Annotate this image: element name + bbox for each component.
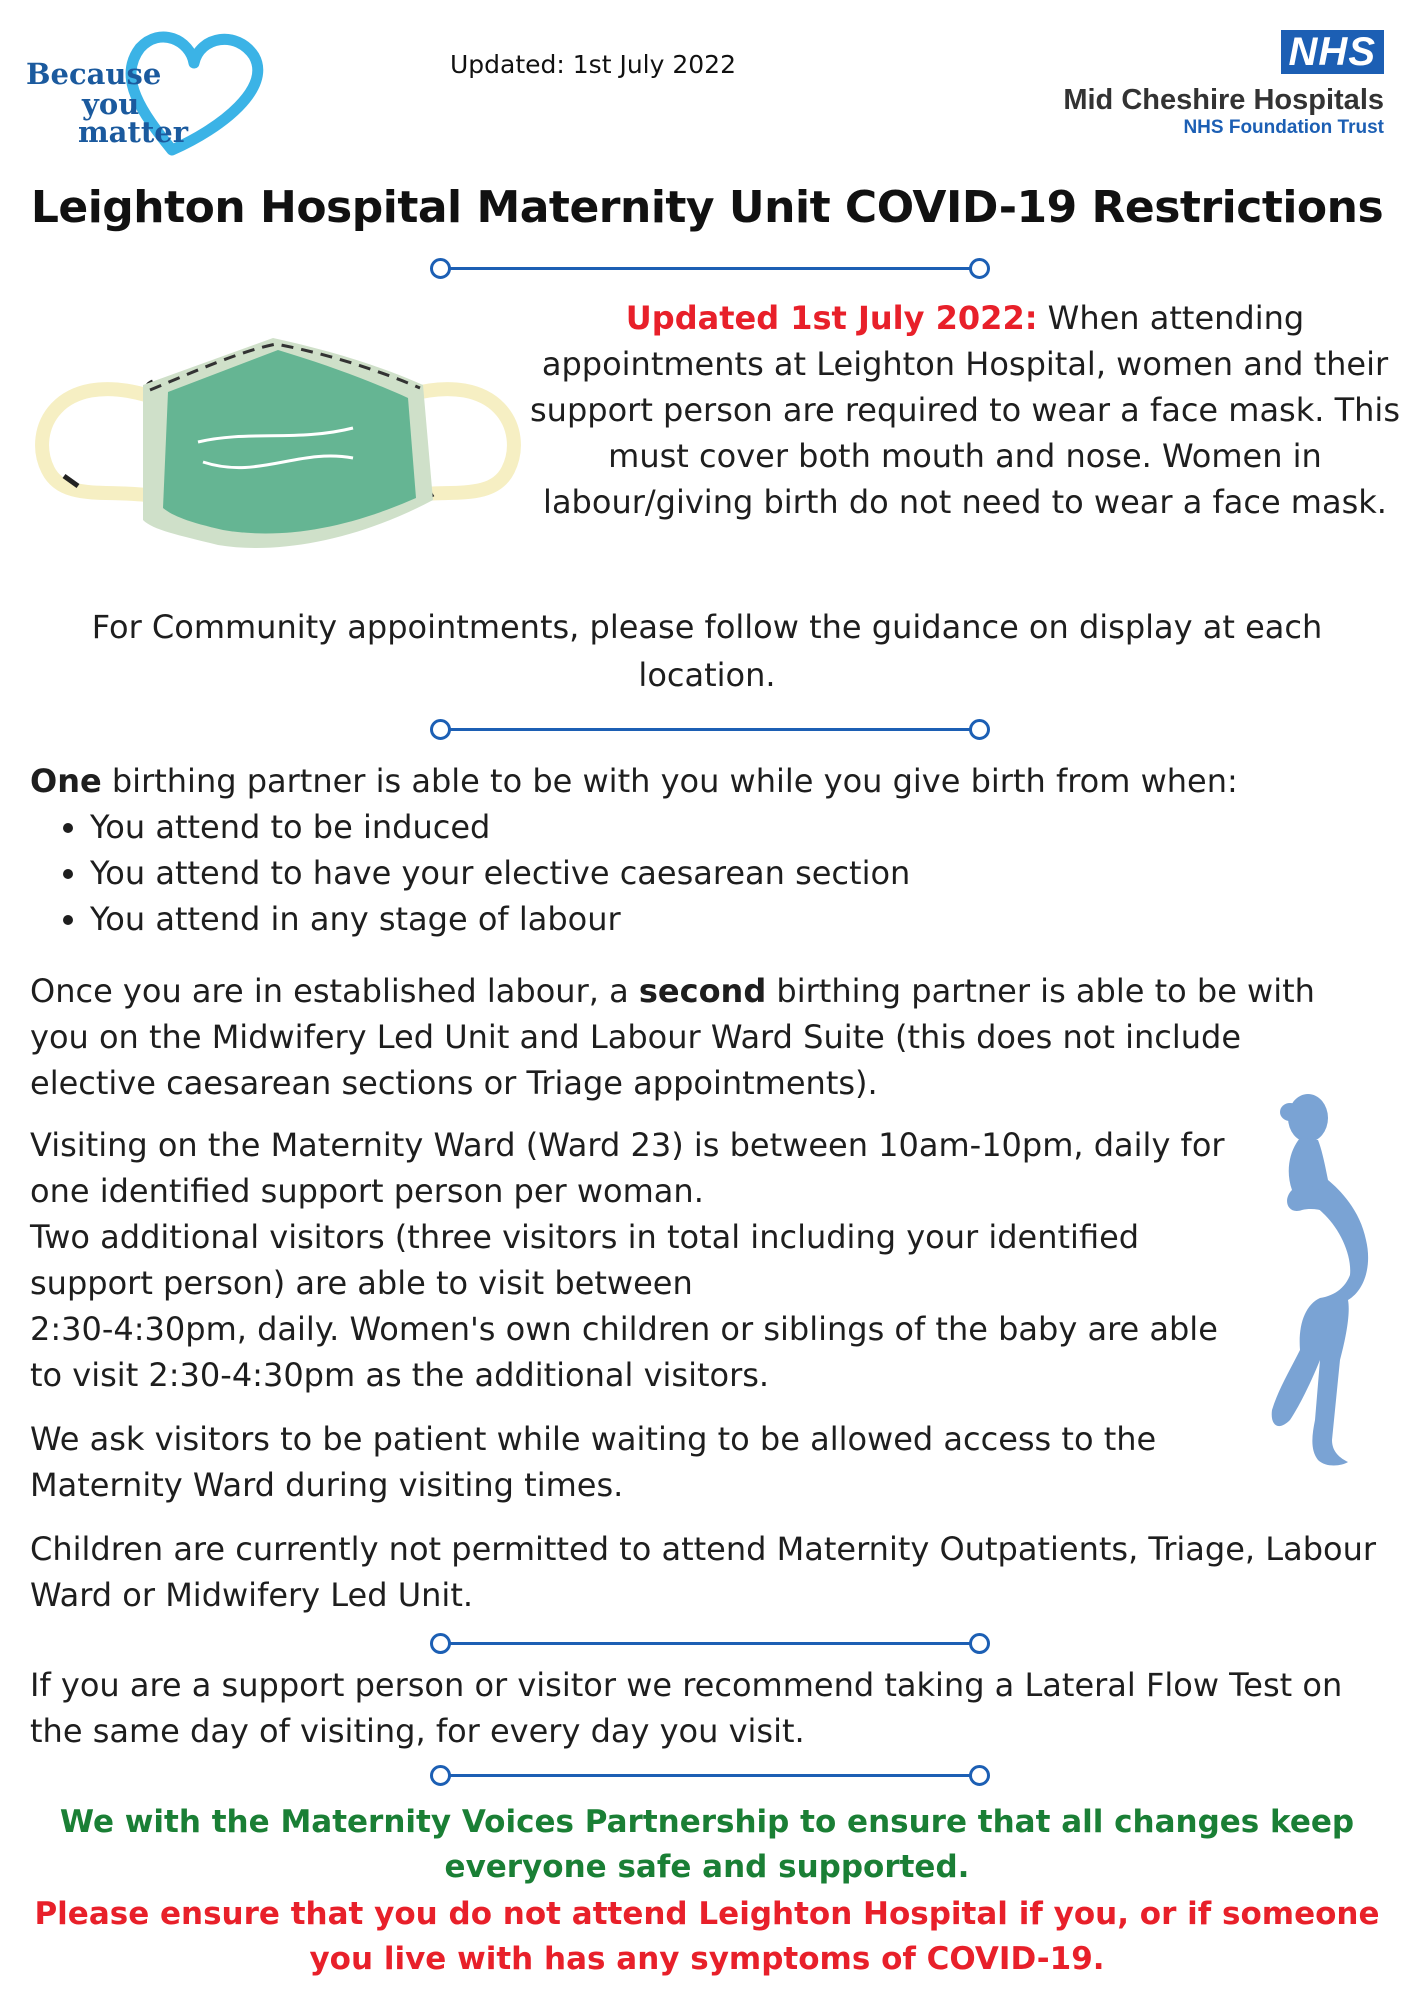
- one-bold: One: [30, 762, 102, 800]
- partner-bullet-list: [30, 804, 910, 942]
- divider-1: [430, 257, 990, 279]
- divider-2: [430, 718, 990, 740]
- logo-line-1: Because: [26, 57, 162, 91]
- trust-name: Mid Cheshire Hospitals: [1063, 84, 1384, 116]
- visiting-line-2: Two additional visitors (three visitors in total including your identified support person) are able to visit between: [30, 1218, 1140, 1302]
- trust-subtitle: NHS Foundation Trust: [1183, 117, 1384, 138]
- visiting-line-1: Visiting on the Maternity Ward (Ward 23) is between 10am-10pm, daily for one identified support person per woman.: [30, 1126, 1225, 1210]
- second-bold: second: [638, 972, 767, 1010]
- nhs-trust-logo: [964, 30, 1384, 140]
- visiting-line-3: 2:30-4:30pm, daily. Women's own children or siblings of the baby are able to visit 2:30-4:30pm as the additional visitors.: [30, 1310, 1218, 1394]
- page-title: Leighton Hospital Maternity Unit COVID-19 Restrictions: [30, 182, 1384, 233]
- second-pre: Once you are in established labour, a: [30, 972, 629, 1010]
- list-item: • You attend to be induced: [90, 804, 910, 850]
- visitor-patience: We ask visitors to be patient while waiting to be allowed access to the Maternity Ward during visiting times.: [30, 1420, 1157, 1504]
- birthing-partner-intro: [30, 758, 1390, 804]
- updated-date: Updated: 1st July 2022: [450, 50, 736, 79]
- nhs-badge: NHS: [1281, 30, 1384, 74]
- divider-3: [430, 1632, 990, 1654]
- list-item: • You attend to have your elective caesarean section: [90, 850, 910, 896]
- mask-updated-label: Updated 1st July 2022:: [625, 299, 1038, 337]
- second-partner-paragraph: [30, 968, 1360, 1106]
- community-guidance: For Community appointments, please follow the guidance on display at each location.: [91, 608, 1323, 694]
- children-restriction: Children are currently not permitted to attend Maternity Outpatients, Triage, Labour Ward or Midwifery Led Unit.: [30, 1530, 1377, 1614]
- symptoms-warning: Please ensure that you do not attend Leighton Hospital if you, or if someone you live with has any symptoms of COVID-19.: [34, 1896, 1380, 1977]
- logo-line-2: you: [82, 87, 140, 121]
- partner-intro-text: birthing partner is able to be with you while you give birth from when:: [111, 762, 1238, 800]
- pregnant-woman-icon: [1270, 1090, 1400, 1470]
- mask-guidance: [530, 295, 1400, 525]
- list-item: • You attend in any stage of labour: [90, 896, 910, 942]
- lateral-flow-advice: If you are a support person or visitor we recommend taking a Lateral Flow Test on the same day of visiting, for every day you visit.: [30, 1666, 1343, 1750]
- visiting-paragraph: [30, 1122, 1250, 1398]
- second-post: birthing partner is able to be with you on the Midwifery Led Unit and Labour Ward Suite (this does not include elective caesarean sections or Triage appointments).: [30, 972, 1315, 1102]
- logo-line-3: matter: [78, 115, 188, 149]
- mask-guidance-text: When attending appointments at Leighton Hospital, women and their support person are required to wear a face mask. This must cover both mouth and nose. Women in labour/giving birth do not need to wear a face mask.: [530, 299, 1400, 521]
- mvp-statement: We with the Maternity Voices Partnership to ensure that all changes keep everyone safe and supported.: [59, 1804, 1355, 1885]
- divider-4: [430, 1764, 990, 1786]
- face-mask-icon: [28, 330, 528, 590]
- because-you-matter-logo: [22, 18, 272, 158]
